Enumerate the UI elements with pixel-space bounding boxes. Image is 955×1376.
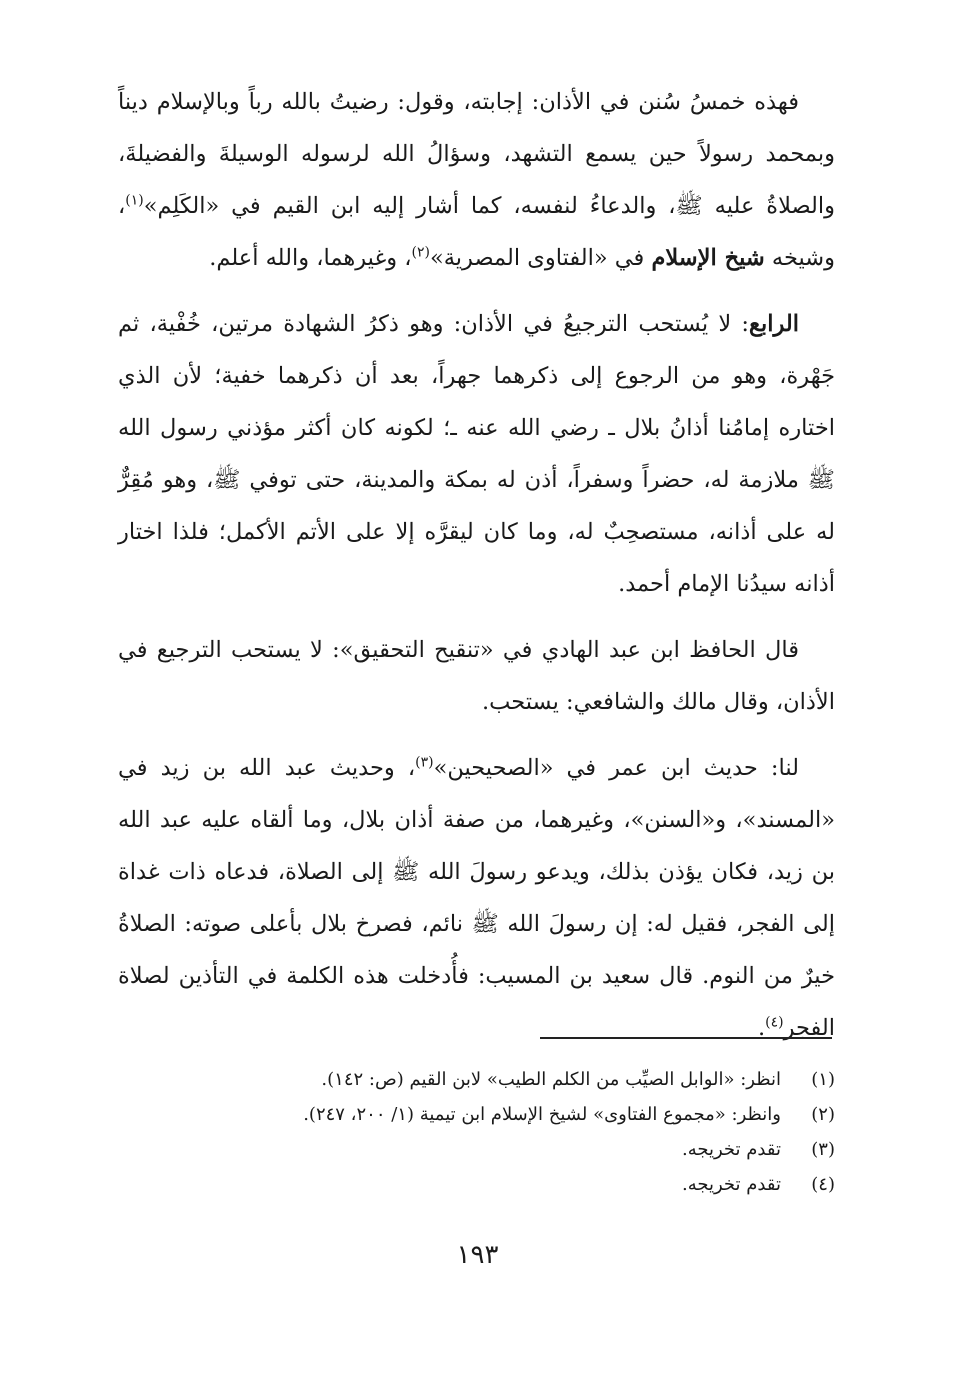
footnotes [118, 1062, 835, 1202]
footnote-ref-2[interactable]: (٢) [411, 244, 430, 261]
paragraph-1-text-4: ، وغيرهما، والله أعلم. [209, 245, 412, 271]
paragraph-1-text-3: في «الفتاوى المصرية» [429, 245, 652, 271]
footnote-ref-4[interactable]: (٤) [765, 1014, 784, 1031]
paragraph-2 [118, 298, 835, 610]
paragraph-4-text-2: ، وحديث عبد الله بن زيد في «المسند»، و«السنن»، وغيرهما، من صفة أذان بلال، وما ألقاه عليه عبد الله بن زيد، فكان يؤذن بذلك، ويدعو رسولَ الله ﷺ إلى الصلاة، فدعاه ذات غداة إلى الفجر، فقيل له: إن رسولَ الله ﷺ نائم، فصرخ بلال بأعلى صوته: الصلاةُ خيرٌ من النوم. قال سعيد بن المسيب: فأُدخلت هذه الكلمة في التأذين لصلاة الفجر [118, 755, 835, 1041]
footnote-text: انظر: «الوابل الصيِّب من الكلم الطيب» لابن القيم (ص: ١٤٢). [321, 1069, 781, 1090]
bold-term: شيخ الإسلام [651, 245, 765, 271]
paragraph-1 [118, 76, 835, 284]
paragraph-4-text: لنا: حديث ابن عمر في «الصحيحين» [433, 755, 799, 781]
footnote-divider [540, 1037, 832, 1039]
footnote-text: وانظر: «مجموع الفتاوى» لشيخ الإسلام ابن تيمية (١/ ٢٠٠، ٢٤٧). [303, 1104, 781, 1125]
footnote-4 [118, 1167, 835, 1202]
footnote-ref-1[interactable]: (١) [125, 192, 144, 209]
paragraph-2-lead: الرابع [748, 311, 799, 337]
footnote-3 [118, 1132, 835, 1167]
paragraph-3 [118, 624, 835, 728]
footnote-text: تقدم تخريجه. [682, 1174, 781, 1195]
footnote-number: (٢) [811, 1104, 835, 1125]
footnote-number: (٣) [811, 1139, 835, 1160]
footnote-number: (٤) [811, 1174, 835, 1195]
footnote-1 [118, 1062, 835, 1097]
paragraph-1-text-2: ، وشيخه [118, 193, 835, 271]
footnote-ref-3[interactable]: (٣) [415, 754, 434, 771]
paragraph-4 [118, 742, 835, 1054]
paragraph-2-text: : لا يُستحب الترجيعُ في الأذان: وهو ذكرُ الشهادة مرتين، خُفْية، ثم جَهْرة، وهو من الرجوع إلى ذكرهما جهراً، بعد أن ذكرهما خفية؛ لأن الذي اختاره إمامُنا أذانُ بلال ـ رضي الله عنه ـ؛ لكونه كان أكثر مؤذني رسول الله ﷺ ملازمة له، حضراً وسفراً، أذن له بمكة والمدينة، حتى توفي ﷺ، وهو مُقِرٌّ له على أذانه، مستصحِبٌ له، وما كان ليقرَّه إلا على الأتم الأكمل؛ فلذا اختار أذانه سيدُنا الإمام أحمد. [118, 311, 835, 597]
footnote-text: تقدم تخريجه. [682, 1139, 781, 1160]
footnote-number: (١) [811, 1069, 835, 1090]
paragraph-3-text: قال الحافظ ابن عبد الهادي في «تنقيح التحقيق»: لا يستحب الترجيع في الأذان، وقال مالك والشافعي: يستحب. [118, 637, 835, 715]
footnote-2 [118, 1097, 835, 1132]
page-number: ١٩٣ [456, 1240, 499, 1270]
paragraph-1-text: فهذه خمسُ سُنن في الأذان: إجابته، وقول: رضيتُ بالله رباً وبالإسلام ديناً وبمحمد رسولاً حين يسمع التشهد، وسؤالُ الله لرسوله الوسيلةَ والفضيلةَ، والصلاةُ عليه ﷺ، والدعاءُ لنفسه، كما أشار إليه ابن القيم في «الكَلِم» [118, 89, 835, 219]
paragraph-4-text-3: . [757, 1015, 766, 1041]
main-text [118, 76, 835, 1068]
